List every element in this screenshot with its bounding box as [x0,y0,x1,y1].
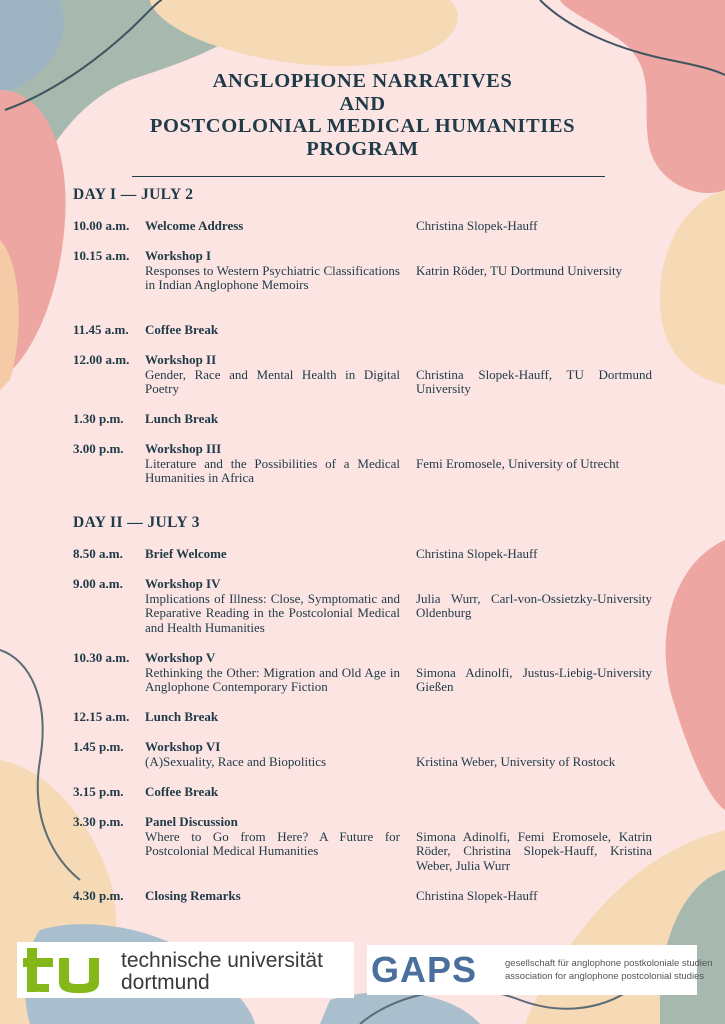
session-time: 10.15 a.m. [73,248,130,263]
session-time: 1.30 p.m. [73,411,124,426]
program-title [0,70,725,160]
session-title: Workshop V [145,650,216,665]
session-time: 10.30 a.m. [73,650,130,665]
title-divider [132,176,605,177]
day-2-heading: DAY II — JULY 3 [73,514,200,531]
session-title: Panel Discussion [145,814,238,829]
session-speaker: Simona Adinolfi, Femi Eromosele, Katrin Röder, Christina Slopek-Hauff, Kristina Weber, Julia Wurr [416,828,652,873]
session-speaker: Simona Adinolfi, Justus-Liebig-University Gießen [416,664,652,694]
session-title: Workshop IV [145,576,221,591]
session-time: 8.50 a.m. [73,546,123,561]
session-time: 12.00 a.m. [73,352,130,367]
session-description: Implications of Illness: Close, Symptomatic and Reparative Reading in the Postcolonial Medical and Health Humanities [145,590,400,635]
session-title: Lunch Break [145,709,219,724]
footer-logos [0,940,725,1000]
session-speaker: Katrin Röder, TU Dortmund University [416,262,623,278]
session-speaker: Christina Slopek-Hauff [416,888,538,903]
session-speaker: Christina Slopek-Hauff [416,546,538,561]
title-line-2: AND [339,92,386,115]
session-description: (A)Sexuality, Race and Biopolitics [145,753,327,769]
session-title: Workshop VI [145,739,221,754]
gaps-logo [367,945,713,995]
session-title: Lunch Break [145,411,219,426]
session-time: 11.45 a.m. [73,322,129,337]
tu-dortmund-logo [17,942,354,998]
session-description: Literature and the Possibilities of a Medical Humanities in Africa [145,455,400,485]
session-description: Where to Go from Here? A Future for Postcolonial Medical Humanities [145,828,400,858]
gaps-wordmark: GAPS [371,949,478,990]
session-title: Workshop I [145,248,212,263]
tu-name-line-1: technische universität [121,949,323,972]
session-description: Gender, Race and Mental Health in Digital Poetry [145,366,400,396]
session-time: 10.00 a.m. [73,218,130,233]
session-description: Responses to Western Psychiatric Classifications in Indian Anglophone Memoirs [145,262,400,292]
session-speaker: Femi Eromosele, University of Utrecht [416,455,620,471]
session-time: 3.30 p.m. [73,814,124,829]
session-time: 1.45 p.m. [73,739,124,754]
session-title: Brief Welcome [145,546,227,561]
gaps-name-line-2: association for anglophone postcolonial studies [505,971,705,982]
session-time: 12.15 a.m. [73,709,130,724]
session-speaker: Christina Slopek-Hauff, TU Dortmund University [416,366,652,396]
session-time: 3.00 p.m. [73,441,124,456]
gaps-name-line-1: gesellschaft für anglophone postkoloniale studien [505,958,713,969]
session-description: Rethinking the Other: Migration and Old Age in Anglophone Contemporary Fiction [145,664,400,694]
session-time: 3.15 p.m. [73,784,124,799]
session-time: 4.30 p.m. [73,888,124,903]
tu-logo-icon [23,946,103,994]
session-speaker: Christina Slopek-Hauff [416,218,538,233]
title-line-1: ANGLOPHONE NARRATIVES [212,70,513,92]
session-title: Welcome Address [145,218,244,233]
tu-name-line-2: dortmund [121,971,210,994]
session-title: Coffee Break [145,322,219,337]
session-title: Workshop II [145,352,217,367]
title-line-4: PROGRAM [306,137,419,160]
session-speaker: Kristina Weber, University of Rostock [416,753,616,769]
day-1-heading: DAY I — JULY 2 [73,186,194,203]
session-title: Closing Remarks [145,888,241,903]
session-title: Workshop III [145,441,222,456]
title-line-3: POSTCOLONIAL MEDICAL HUMANITIES [149,115,576,137]
session-speaker: Julia Wurr, Carl-von-Ossietzky-University Oldenburg [416,590,652,620]
session-title: Coffee Break [145,784,219,799]
session-time: 9.00 a.m. [73,576,123,591]
